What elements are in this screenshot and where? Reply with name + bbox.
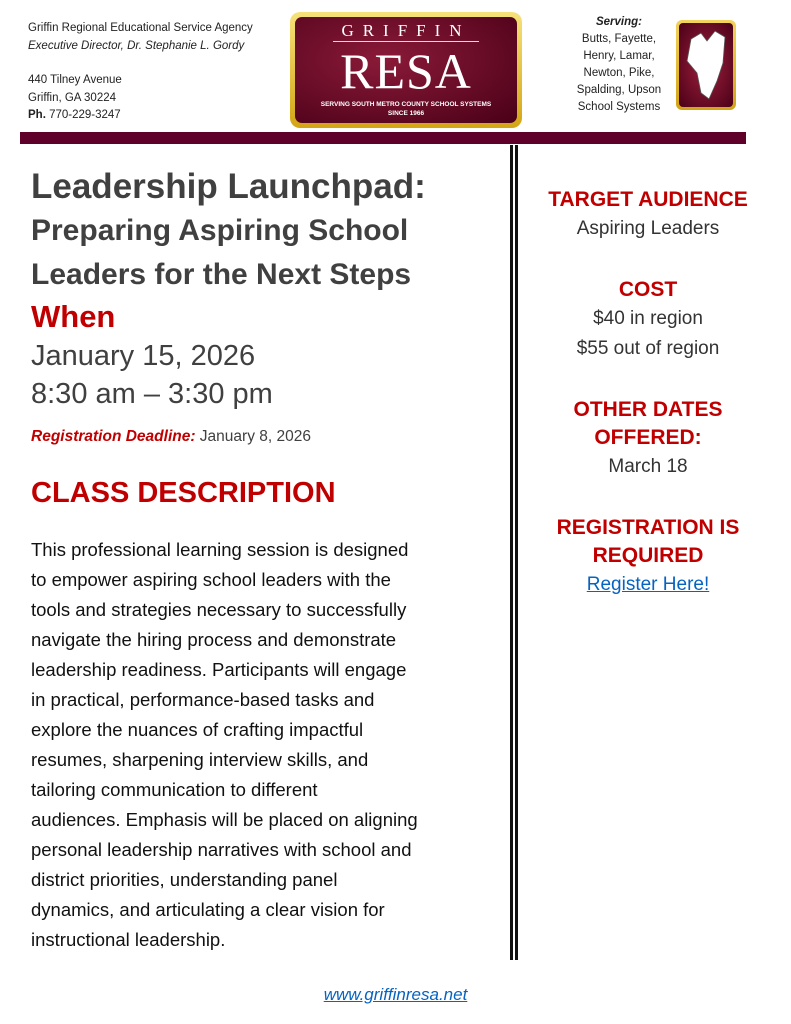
audience-heading: TARGET AUDIENCE: [548, 188, 748, 211]
serving-list: Serving: Butts, Fayette, Henry, Lamar, Newton, Pike, Spalding, Upson School Systems: [576, 16, 662, 113]
description-line: to empower aspiring school leaders with the: [31, 569, 391, 590]
logo-tagline: SERVING SOUTH METRO COUNTY SCHOOL SYSTEMS: [320, 101, 492, 108]
subtitle-line: Preparing Aspiring School: [31, 214, 409, 247]
subtitle-line: Leaders for the Next Steps: [31, 258, 412, 291]
agency-info: [28, 20, 253, 125]
logo-since: SINCE 1966: [387, 110, 425, 117]
column-divider: [510, 145, 518, 960]
address-line-2: Griffin, GA 30224: [28, 91, 117, 104]
class-description-heading: CLASS DESCRIPTION: [31, 477, 336, 509]
when-label: When: [31, 299, 116, 334]
cost-heading: COST: [618, 278, 678, 301]
description-line: audiences. Emphasis will be placed on aligning: [31, 809, 418, 830]
header-divider: [20, 132, 746, 144]
footer: [0, 984, 791, 1006]
registration-heading: REGISTRATION IS: [556, 516, 740, 539]
description-line: explore the nuances of crafting impactful: [31, 719, 364, 740]
page-title: Leadership Launchpad:: [31, 167, 426, 206]
logo-top-text: GRIFFIN: [333, 20, 479, 42]
description-line: in practical, performance-based tasks and: [31, 689, 375, 710]
other-dates-heading: OTHER DATES: [573, 398, 723, 421]
class-description: [31, 535, 501, 955]
event-time: 8:30 am – 3:30 pm: [31, 378, 273, 410]
register-link[interactable]: Register Here!: [586, 574, 710, 595]
event-date: January 15, 2026: [31, 340, 256, 372]
logo-main-text: RESA: [340, 43, 472, 99]
description-line: resumes, sharpening interview skills, and: [31, 749, 369, 770]
audience-value: Aspiring Leaders: [576, 218, 720, 239]
phone: Ph. 770-229-3247: [28, 109, 121, 121]
other-date: March 18: [608, 456, 688, 477]
cost-in-region: $40 in region: [593, 308, 703, 329]
sidebar: [520, 186, 776, 600]
griffin-resa-logo: [290, 12, 522, 128]
description-line: tools and strategies necessary to successfully: [31, 599, 407, 620]
director: Executive Director, Dr. Stephanie L. Gordy: [28, 39, 245, 52]
description-line: This professional learning session is designed: [31, 539, 409, 560]
website-link[interactable]: www.griffinresa.net: [323, 985, 468, 1004]
region-map-icon: [676, 20, 736, 110]
description-line: navigate the hiring process and demonstrate: [31, 629, 397, 650]
agency-name: Griffin Regional Educational Service Agency: [28, 22, 253, 34]
description-line: district priorities, understanding panel: [31, 869, 338, 890]
description-line: dynamics, and articulating a clear vision for: [31, 899, 385, 920]
description-line: instructional leadership.: [31, 929, 226, 950]
description-line: tailoring communication to different: [31, 779, 318, 800]
registration-heading: REQUIRED: [592, 544, 704, 567]
description-line: leadership readiness. Participants will engage: [31, 659, 407, 680]
cost-out-region: $55 out of region: [576, 338, 720, 359]
address-line-1: 440 Tilney Avenue: [28, 74, 122, 86]
other-dates-heading: OFFERED:: [594, 426, 702, 449]
main-column: [31, 165, 501, 955]
registration-deadline: Registration Deadline: January 8, 2026: [31, 428, 311, 445]
description-line: personal leadership narratives with school and: [31, 839, 412, 860]
